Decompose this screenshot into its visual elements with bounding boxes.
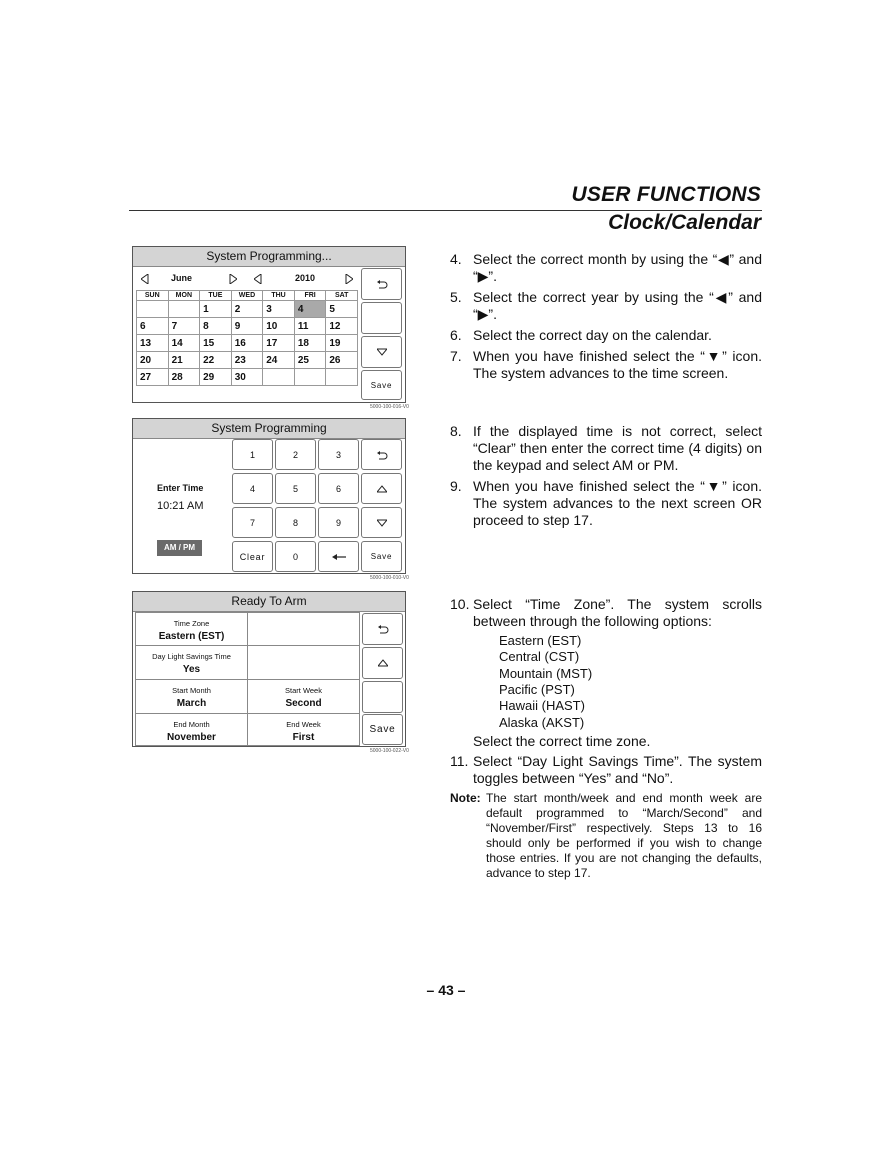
calendar-day[interactable]: 17 (263, 335, 295, 352)
calendar-day[interactable]: 23 (231, 352, 263, 369)
key-7[interactable]: 7 (232, 507, 273, 538)
back-button[interactable] (361, 439, 402, 470)
key-9[interactable]: 9 (318, 507, 359, 538)
backspace-button[interactable] (318, 541, 359, 572)
step-number: 4. (450, 251, 462, 267)
time-zone-field[interactable] (135, 612, 248, 646)
calendar-day[interactable]: 4 (294, 301, 326, 318)
end-week-label: End Week (286, 720, 321, 729)
note (450, 791, 762, 881)
time-zone-label: Time Zone (173, 619, 210, 628)
weekday-header: SAT (326, 291, 358, 301)
step-number: 5. (450, 289, 462, 305)
calendar-day[interactable]: 24 (263, 352, 295, 369)
weekday-header: TUE (200, 291, 232, 301)
save-button[interactable]: Save (361, 370, 402, 400)
step-number: 11. (450, 753, 469, 769)
select-tz-text: Select the correct time zone. (473, 733, 651, 749)
step-text: Select “Day Light Savings Time”. The system toggles between “Yes” and “No”. (473, 753, 762, 786)
end-month-value: November (167, 732, 216, 743)
step-number: 9. (450, 478, 462, 494)
time-value: 10:21 AM (157, 500, 204, 512)
tz-option: Alaska (AKST) (499, 715, 585, 730)
weekday-header: MON (168, 291, 200, 301)
calendar-day[interactable]: 5 (326, 301, 358, 318)
figure-code: 5000-100-010-V0 (370, 575, 409, 581)
step-text: When you have finished select the “▼” icon. The system advances to the time screen. (473, 348, 762, 381)
note-text: The start month/week and end month week are default programmed to “March/Second” and “November/First” respectively. Steps 13 to 16 should only be performed if you wish to change those entries. If you are not changing the defaults, advance to step 17. (486, 791, 762, 880)
blank-button[interactable] (361, 302, 402, 334)
down-button[interactable] (361, 336, 402, 368)
calendar-day[interactable]: 28 (168, 369, 200, 386)
step-number: 8. (450, 423, 462, 439)
dst-value: Yes (182, 664, 201, 675)
note-label: Note: (450, 791, 481, 805)
calendar-empty-cell (263, 369, 295, 386)
calendar-day[interactable]: 18 (294, 335, 326, 352)
end-month-label: End Month (173, 720, 210, 729)
year-prev-icon[interactable] (254, 274, 262, 284)
start-month-label: Start Month (172, 686, 211, 695)
calendar-empty-cell (137, 301, 169, 318)
year-label: 2010 (295, 273, 316, 283)
step-8 (450, 423, 762, 474)
start-month-field[interactable] (135, 679, 248, 714)
calendar-day[interactable]: 25 (294, 352, 326, 369)
key-4[interactable]: 4 (232, 473, 273, 504)
down-arrow-icon (377, 348, 387, 356)
calendar-day[interactable]: 3 (263, 301, 295, 318)
calendar-day[interactable]: 8 (200, 318, 232, 335)
step-text: Select the correct day on the calendar. (473, 327, 712, 343)
calendar-day[interactable]: 27 (137, 369, 169, 386)
start-week-label: Start Week (285, 686, 322, 695)
step-9 (450, 478, 762, 529)
up-button[interactable] (361, 473, 402, 504)
calendar-week (137, 318, 358, 335)
step-number: 6. (450, 327, 462, 343)
calendar-day[interactable]: 20 (137, 352, 169, 369)
calendar-day[interactable]: 10 (263, 318, 295, 335)
step-text: Select the correct year by using the “◀” and “▶”. (473, 289, 762, 322)
calendar-empty-cell (168, 301, 200, 318)
dst-field[interactable] (135, 645, 248, 680)
month-next-icon[interactable] (229, 274, 237, 284)
tz-option: Central (CST) (499, 649, 580, 664)
weekday-header: FRI (294, 291, 326, 301)
calendar-panel-title: System Programming... (133, 247, 405, 267)
up-arrow-icon (378, 659, 388, 667)
key-1[interactable]: 1 (232, 439, 273, 470)
step-number: 10. (450, 596, 470, 612)
calendar-day[interactable]: 1 (200, 301, 232, 318)
up-button[interactable] (362, 647, 403, 679)
tz-option: Mountain (MST) (499, 666, 593, 681)
calendar-day[interactable]: 29 (200, 369, 232, 386)
year-next-icon[interactable] (345, 274, 353, 284)
clear-button[interactable]: Clear (232, 541, 273, 572)
calendar-day[interactable]: 7 (168, 318, 200, 335)
calendar-day[interactable]: 14 (168, 335, 200, 352)
back-arrow-icon (376, 279, 388, 289)
down-button[interactable] (361, 507, 402, 538)
back-button[interactable] (361, 268, 402, 300)
key-5[interactable]: 5 (275, 473, 316, 504)
weekday-header: WED (231, 291, 263, 301)
ready-panel (132, 591, 406, 747)
start-week-field[interactable] (247, 679, 360, 714)
calendar-grid (136, 290, 358, 386)
step-4 (450, 251, 762, 285)
calendar-day[interactable]: 16 (231, 335, 263, 352)
dst-label: Day Light Savings Time (152, 652, 231, 661)
tz-option: Pacific (PST) (499, 682, 575, 697)
am-pm-button[interactable]: AM / PM (157, 540, 202, 556)
section-title: USER FUNCTIONS (571, 183, 761, 206)
page-number: – 43 – (426, 982, 466, 998)
time-panel (132, 418, 406, 574)
tz-option: Eastern (EST) (499, 633, 582, 648)
step-text: Select “Time Zone”. The system scrolls between through the following options: (473, 596, 762, 629)
calendar-day[interactable]: 19 (326, 335, 358, 352)
end-week-value: First (292, 732, 315, 743)
key-3[interactable]: 3 (318, 439, 359, 470)
subsection-title: Clock/Calendar (608, 211, 761, 234)
step-7 (450, 348, 762, 382)
month-label: June (171, 273, 193, 283)
start-month-value: March (176, 698, 207, 709)
end-month-field[interactable] (135, 713, 248, 746)
step-text: When you have finished select the “▼” icon. The system advances to the next screen OR proceed to step 17. (473, 478, 762, 528)
ready-panel-title: Ready To Arm (133, 592, 405, 612)
calendar-week (137, 352, 358, 369)
save-button[interactable]: Save (361, 541, 402, 572)
weekday-header: SUN (137, 291, 169, 301)
step-5 (450, 289, 762, 323)
calendar-day[interactable]: 6 (137, 318, 169, 335)
blank-cell (247, 612, 360, 646)
calendar-day[interactable]: 26 (326, 352, 358, 369)
step-11 (450, 753, 762, 787)
calendar-day[interactable]: 15 (200, 335, 232, 352)
step-6 (450, 327, 762, 344)
calendar-week (137, 301, 358, 318)
weekday-header: THU (263, 291, 295, 301)
step-10 (450, 596, 762, 630)
tz-option: Hawaii (HAST) (499, 698, 585, 713)
figure-code: 5000-100-022-V0 (370, 748, 409, 754)
back-arrow-icon (377, 624, 389, 634)
key-6[interactable]: 6 (318, 473, 359, 504)
calendar-empty-cell (326, 369, 358, 386)
start-week-value: Second (285, 698, 322, 709)
calendar-empty-cell (294, 369, 326, 386)
month-prev-icon[interactable] (141, 274, 149, 284)
back-arrow-icon (376, 450, 388, 460)
calendar-week (137, 335, 358, 352)
save-button[interactable]: Save (362, 714, 403, 745)
key-2[interactable]: 2 (275, 439, 316, 470)
calendar-day[interactable]: 21 (168, 352, 200, 369)
calendar-day[interactable]: 9 (231, 318, 263, 335)
calendar-week (137, 369, 358, 386)
calendar-day[interactable]: 2 (231, 301, 263, 318)
calendar-day[interactable]: 22 (200, 352, 232, 369)
calendar-day[interactable]: 11 (294, 318, 326, 335)
enter-time-label: Enter Time (157, 483, 204, 493)
step-text: If the displayed time is not correct, select “Clear” then enter the correct time (4 digits) on the keypad and select AM or PM. (473, 423, 762, 473)
blank-cell (247, 645, 360, 680)
calendar-day[interactable]: 13 (137, 335, 169, 352)
key-8[interactable]: 8 (275, 507, 316, 538)
back-button[interactable] (362, 613, 403, 645)
backspace-arrow-icon (332, 553, 346, 561)
step-text: Select the correct month by using the “◀” and “▶”. (473, 251, 762, 284)
blank-button[interactable] (362, 681, 403, 713)
down-arrow-icon (377, 519, 387, 527)
figure-code: 5000-100-016-V0 (370, 404, 409, 410)
key-0[interactable]: 0 (275, 541, 316, 572)
step-number: 7. (450, 348, 462, 364)
end-week-field[interactable] (247, 713, 360, 746)
calendar-panel (132, 246, 406, 403)
calendar-day[interactable]: 12 (326, 318, 358, 335)
calendar-day[interactable]: 30 (231, 369, 263, 386)
up-arrow-icon (377, 485, 387, 493)
time-zone-value: Eastern (EST) (158, 631, 225, 642)
time-panel-title: System Programming (133, 419, 405, 439)
